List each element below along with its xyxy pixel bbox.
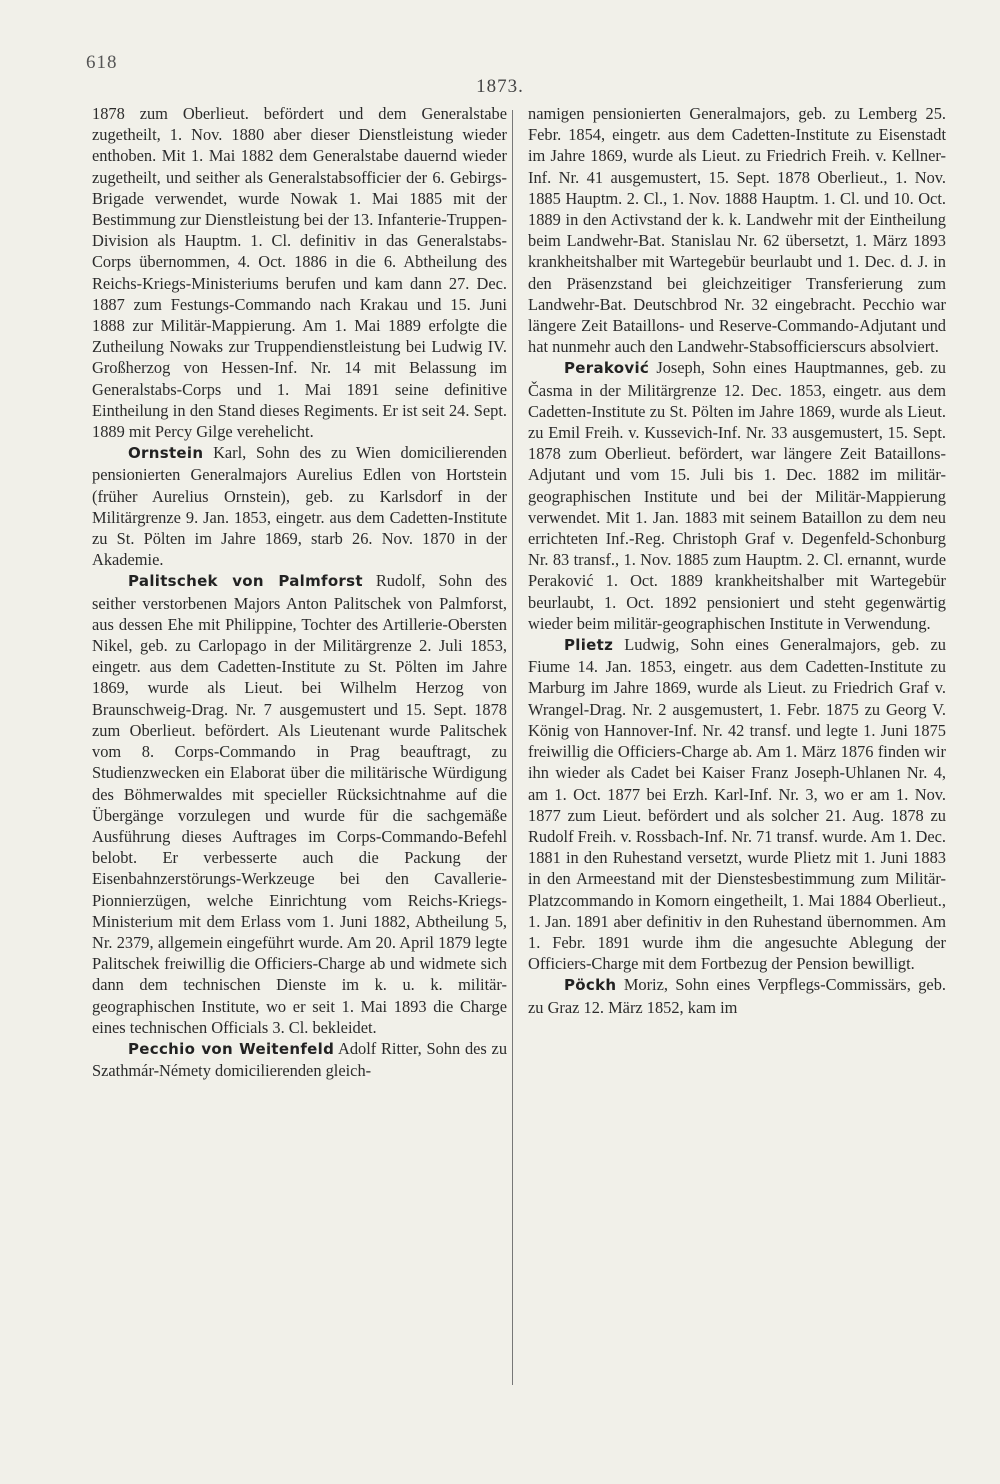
entry-text: Karl, Sohn des zu Wien domicilierenden pensionierten Generalmajors Aurelius Edlen von Hortstein (früher Aurelius Ornstein), geb. zu Karlsdorf in der Militärgrenze 9. Jan. 1853, eingetr. aus dem Cadetten-Institute zu St. Pölten im Jahre 1869, starb 26. Nov. 1870 in der Akademie. — [92, 443, 507, 570]
page-year-heading: 1873. — [476, 76, 524, 97]
entry-text: Rudolf, Sohn des seither verstorbenen Majors Anton Palitschek von Palmforst, aus dessen Ehe mit Philippine, Tochter des Artillerie-Obersten Nikel, geb. zu Carlopago in der Militärgrenze 2. Juli 1853, eingetr. aus dem Cadetten-Institute zu St. Pölten im Jahre 1869, wurde als Lieut. bei Wilhelm Herzog von Braunschweig-Drag. Nr. 7 ausgemustert und 15. Sept. 1878 zum Oberlieut. befördert. Als Lieutenant wurde Palitschek vom 8. Corps-Commando in Prag beauftragt, zu Studienzwecken ein Elaborat über die militärische Würdigung des Böhmerwaldes mit specieller Rücksichtnahme auf die Übergänge vorzulegen und wurde für die sachgemäße Ausführung dieses Auftrages im Corps-Commando-Befehl belobt. Er verbesserte auch die Packung der Eisenbahnzerstörungs-Werkzeuge bei den Cavallerie-Pionnierzügen, welche Einrichtung vom Reichs-Kriegs-Ministerium mit dem Erlass vom 1. Juni 1882, Abtheilung 5, Nr. 2379, allgemein eingeführt wurde. Am 20. April 1879 legte Palitschek freiwillig die Officiers-Charge ab und widmete sich dann dem technischen Dienste im k. u. k. militär-geographischen Institute, wo er seit 1. Mai 1893 die Charge eines technischen Officials 3. Cl. bekleidet. — [92, 571, 507, 1037]
column-divider — [512, 110, 513, 1385]
entry-name: Peraković — [564, 359, 650, 378]
entry-text: Joseph, Sohn eines Hauptmannes, geb. zu Časma in der Militärgrenze 12. Dec. 1853, eingetr. aus dem Cadetten-Institute zu St. Pölten im Jahre 1869, wurde als Lieut. zu Emil Freih. v. Kussevich-Inf. Nr. 33 ausgemustert, 15. Sept. 1878 zum Oberlieut. befördert, war längere Zeit Bataillons-Adjutant und vom 15. Juli bis 1. Dec. 1882 im militär-geographischen Institute und bei der Militär-Mappierung verwendet. Mit 1. Jan. 1883 mit seinem Bataillon zu dem neu errichteten Inf.-Reg. Christoph Graf v. Degenfeld-Schonburg Nr. 83 transf., 1. Nov. 1885 zum Hauptm. 2. Cl. ernannt, wurde Peraković 1. Oct. 1889 krankheitshalber mit Wartegebür beurlaubt, 1. Oct. 1892 pensioniert und steht gegenwärtig wieder beim militär-geographischen Institute in Verwendung. — [528, 358, 946, 633]
entry-perakovic — [528, 357, 946, 634]
page-number: 618 — [86, 52, 118, 73]
entry-name: Pecchio von Weitenfeld — [128, 1039, 335, 1058]
entry-text: Adolf Ritter, Sohn des zu Szathmár-Némety domicilierenden gleich- — [92, 1038, 508, 1081]
entry-name: Ornstein — [128, 444, 204, 463]
entry-plietz — [528, 634, 946, 974]
entry-pecchio-continued: namigen pensionierten Generalmajors, geb. zu Lemberg 25. Febr. 1854, eingetr. aus dem Cadetten-Institute zu Eisenstadt im Jahre 1869, wurde als Lieut. zu Friedrich Freih. v. Kellner-Inf. Nr. 41 ausgemustert, 15. Sept. 1878 Oberlieut., 1. Nov. 1885 Hauptm. 2. Cl., 1. Nov. 1888 Hauptm. 1. Cl. und 10. Oct. 1889 in den Activstand der k. k. Landwehr mit der Eintheilung beim Landwehr-Bat. Stanislau Nr. 62 übersetzt, 1. März 1893 krankheitshalber mit Wartegebür beurlaubt und 1. Dec. d. J. in den Präsenzstand bei gleichzeitiger Transferierung zum Landwehr-Bat. Deutschbrod Nr. 32 eingebracht. Pecchio war längere Zeit Bataillons- und Reserve-Commando-Adjutant und hat nunmehr auch den Landwehr-Stabsofficierscurs absolviert. — [528, 104, 946, 357]
entry-ornstein — [92, 442, 507, 570]
right-column — [528, 103, 946, 1018]
entry-palitschek — [92, 570, 507, 1037]
entry-poeckh — [528, 974, 946, 1017]
entry-pecchio — [92, 1038, 507, 1081]
entry-text: Moriz, Sohn eines Verpflegs-Commissärs, geb. zu Graz 12. März 1852, kam im — [528, 975, 946, 1017]
entry-name: Palitschek von Palmforst — [128, 572, 363, 591]
entry-name: Pöckh — [564, 976, 617, 995]
left-column — [92, 103, 507, 1081]
entry-name: Plietz — [564, 636, 614, 655]
entry-text: Ludwig, Sohn eines Generalmajors, geb. zu Fiume 14. Jan. 1853, eingetr. aus dem Cadetten-Institute zu Marburg im Jahre 1869, wurde als Lieut. zu Friedrich Graf v. Wrangel-Drag. Nr. 2 ausgemustert, 1. Febr. 1875 zu Georg V. König von Hannover-Inf. Nr. 42 transf. und legte 1. Juni 1875 freiwillig die Officiers-Charge ab. Am 1. März 1876 finden wir ihn wieder als Cadet bei Kaiser Franz Joseph-Uhlanen Nr. 4, am 1. Oct. 1877 bei Erzh. Karl-Inf. Nr. 3, wo er am 1. Nov. 1877 zum Lieut. befördert und als solcher 21. Aug. 1878 zu Rudolf Freih. v. Rossbach-Inf. Nr. 71 transf. wurde. Am 1. Dec. 1881 in den Ruhestand versetzt, wurde Plietz mit 1. Juni 1883 in den Armeestand mit der Dienstesbestimmung zum Militär-Platzcommando in Komorn eingetheilt, 1. Mai 1884 Oberlieut., 1. Jan. 1891 aber definitiv in den Ruhestand übernommen. Am 1. Febr. 1891 wurde ihm die angesuchte Ablegung der Officiers-Charge mit dem Fortbezug der Pension bewilligt. — [528, 635, 946, 974]
entry-nowak-continued: 1878 zum Oberlieut. befördert und dem Generalstabe zugetheilt, 1. Nov. 1880 aber dieser Dienstleistung wieder enthoben. Mit 1. Mai 1882 dem Generalstabe dauernd wieder zugetheilt, und seither als Generalstabsofficier der 6. Gebirgs-Brigade verwendet, wurde Nowak 1. Mai 1885 mit der Bestimmung zur Dienstleistung bei der 13. Infanterie-Truppen-Division als Hauptm. 1. Cl. definitiv in das Generalstabs-Corps übernommen, 4. Oct. 1886 in die 6. Abtheilung des Reichs-Kriegs-Ministeriums berufen und kam dann 27. Dec. 1887 zum Festungs-Commando nach Krakau und 15. Juni 1888 zur Militär-Mappierung. Am 1. Mai 1889 erfolgte die Zutheilung Nowaks zur Truppendienstleistung bei Ludwig IV. Großherzog von Hessen-Inf. Nr. 14 mit Belassung im Generalstabs-Corps und 1. Mai 1891 seine definitive Eintheilung in den Stand dieses Regiments. Er ist seit 24. Sept. 1889 mit Percy Gilge verehelicht. — [92, 104, 507, 442]
